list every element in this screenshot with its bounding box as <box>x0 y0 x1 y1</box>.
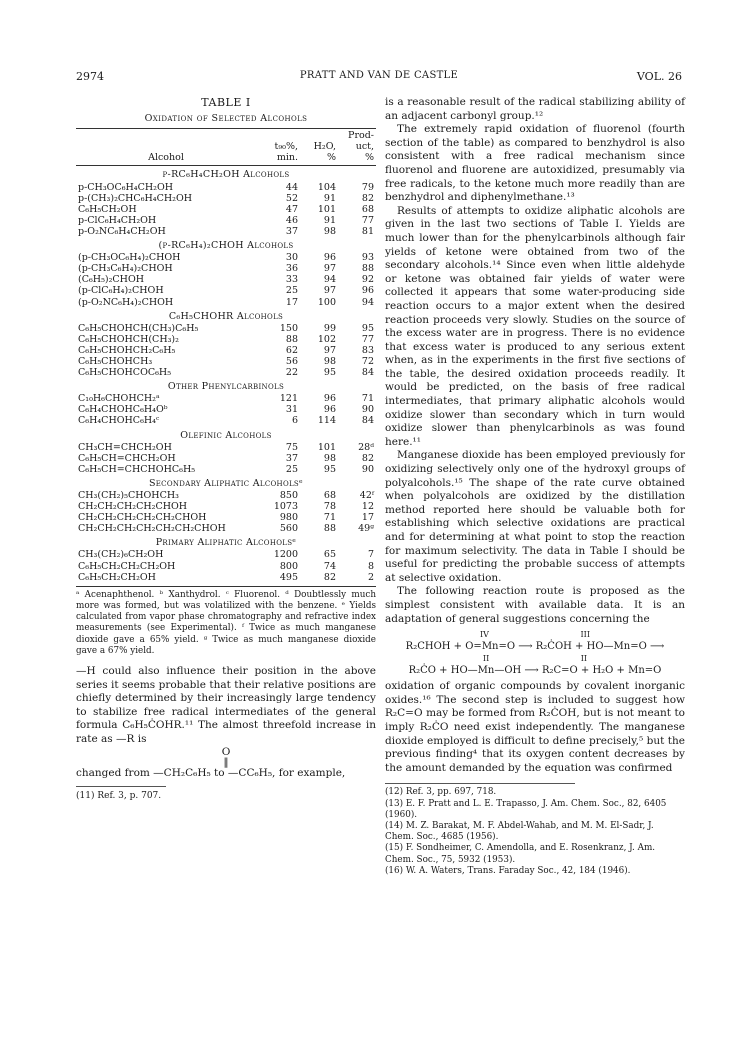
reference-14: (14) M. Z. Barakat, M. F. Abdel-Wahab, and M. M. El-Sadr, J. Chem. Soc., 4685 (1956). <box>385 820 654 843</box>
water-cell: 100 <box>317 296 336 308</box>
alcohol-cell: C₆H₅CHOHCH(CH₃)₂ <box>78 333 179 345</box>
alcohol-cell: CH₂CH₂CH₂CH₂CHOH <box>78 501 188 513</box>
section-title: Primary Aliphatic Alcoholsᵉ <box>155 537 297 549</box>
product-cell: 93 <box>361 252 374 264</box>
water-cell: 71 <box>323 512 336 524</box>
table-row <box>76 415 376 426</box>
water-cell: 94 <box>323 274 336 286</box>
product-cell: 77 <box>361 214 374 226</box>
table-section-header <box>76 237 376 252</box>
alcohol-cell: C₆H₅CHOHCOC₆H₅ <box>78 367 172 379</box>
table-section-header <box>76 378 376 393</box>
alcohol-cell: C₁₀H₆CHOHCH₂ᵃ <box>78 393 160 405</box>
time-cell: 37 <box>285 225 298 237</box>
table-row <box>76 297 376 308</box>
alcohol-cell: p-CH₃OC₆H₄CH₂OH <box>78 181 174 193</box>
equation-2: R₂ĊO + HO—Mn—OH ⟶ R₂C=O + H₂O + Mn=O <box>408 665 662 677</box>
table-row <box>76 182 376 193</box>
time-cell: 1073 <box>273 501 298 513</box>
product-cell: 68 <box>361 203 374 215</box>
alcohol-cell: CH₃(CH₂)₆CH₂OH <box>78 549 164 561</box>
table-row <box>76 561 376 572</box>
table-row <box>76 215 376 226</box>
right-paragraph-5: oxidation of organic compounds by covalent inorganic oxides.¹⁶ The second step is included to suggest how R₂C=O may be formed from R₂ĊOH, but is not meant to imply R₂ĊO need exist independently. The manganese dioxide employed is difficult to define precisely,⁵ but the previous finding⁴ that its oxygen content decreases by the amount demanded by the equation was confirmed <box>385 680 685 774</box>
time-cell: 62 <box>285 344 298 356</box>
alcohol-cell: C₆H₅CH₂OH <box>78 203 137 215</box>
product-cell: 12 <box>361 501 374 513</box>
table-row <box>76 274 376 285</box>
product-cell: 82 <box>361 192 374 204</box>
equation-1: R₂CHOH + O=Mn=O ⟶ R₂ĊOH + HO—Mn=O ⟶ <box>405 641 665 653</box>
water-cell: 101 <box>317 203 336 215</box>
time-cell: 1200 <box>273 549 298 561</box>
table-row <box>76 490 376 501</box>
col-prod-3: % <box>338 152 376 166</box>
alcohol-cell: C₆H₅CHOHCH(CH₃)C₆H₅ <box>78 322 199 334</box>
table-section-header <box>76 166 376 182</box>
product-cell: 94 <box>361 296 374 308</box>
table-row <box>76 501 376 512</box>
table-section-header <box>76 475 376 490</box>
alcohol-cell: (p-CH₃OC₆H₄)₂CHOH <box>78 252 181 264</box>
alcohol-cell: p-ClC₆H₄CH₂OH <box>78 214 157 226</box>
product-cell: 71 <box>361 393 374 405</box>
col-alcohol: Alcohol <box>76 152 256 166</box>
product-cell: 17 <box>361 512 374 524</box>
water-cell: 98 <box>323 452 336 464</box>
left-paragraph: —H could also influence their position in the above series it seems probable that their relative positions are chiefly determined by their increasingly large tendency to stabilize free radical intermediates of the general formula C₆H₅ĊOHR.¹¹ The almost threefold increase in rate as —R is <box>76 664 376 745</box>
col-time-bot: min. <box>256 152 300 166</box>
right-paragraph-1: The extremely rapid oxidation of fluorenol (fourth section of the table) as compared to benzhydrol is also consistent with a free radical mechanism since fluorenol and fluorene are autoxidized, presumably via free radicals, to the ketone much more readily than are benzhydrol and diphenylmethane.¹³ <box>385 123 685 204</box>
table-section-header <box>76 534 376 549</box>
water-cell: 95 <box>323 463 336 475</box>
alcohol-cell: CH₂CH₂CH₂CH₂CH₂CHOH <box>78 512 207 524</box>
alcohol-cell: C₆H₅CH=CHCHOHC₆H₅ <box>78 463 196 475</box>
water-cell: 88 <box>323 523 336 535</box>
time-cell: 6 <box>291 415 298 427</box>
time-cell: 121 <box>279 393 298 405</box>
water-cell: 98 <box>323 225 336 237</box>
water-cell: 65 <box>323 549 336 561</box>
time-cell: 47 <box>285 203 298 215</box>
water-cell: 78 <box>323 501 336 513</box>
time-cell: 850 <box>279 490 298 501</box>
alcohol-cell: p-(CH₃)₂CHC₆H₄CH₂OH <box>78 192 193 204</box>
table-row <box>76 193 376 204</box>
time-cell: 17 <box>285 296 298 308</box>
reference-16: (16) W. A. Waters, Trans. Faraday Soc., 42, 184 (1946). <box>385 865 631 876</box>
left-paragraph-end: changed from —CH₂C₆H₅ to —CC₆H₅, for example, <box>76 766 346 779</box>
product-cell: 49ᵍ <box>358 523 374 535</box>
time-cell: 22 <box>285 367 298 379</box>
volume-label: VOL. 26 <box>636 70 682 83</box>
carbonyl-bond: ‖ <box>223 755 229 768</box>
water-cell: 104 <box>317 181 336 193</box>
product-cell: 72 <box>361 355 374 367</box>
alcohol-cell: C₆H₄CHOHC₆H₄ᶜ <box>78 415 160 427</box>
table-row <box>76 204 376 215</box>
section-title: Other Phenylcarbinols <box>167 381 285 393</box>
alcohol-cell: p-O₂NC₆H₄CH₂OH <box>78 225 166 237</box>
product-cell: 82 <box>361 452 374 464</box>
table-row <box>76 367 376 378</box>
product-cell: 92 <box>361 274 374 286</box>
right-paragraph-4: The following reaction route is proposed as the simplest consistent with available data. It is an adaptation of general suggestions concerning the <box>385 585 685 625</box>
table-row <box>76 285 376 296</box>
alcohol-cell: C₆H₅CH₂CH₂OH <box>78 571 156 583</box>
carbonyl-oxygen: O <box>221 745 231 758</box>
alcohol-cell: C₆H₅CH=CHCH₂OH <box>78 452 176 464</box>
product-cell: 83 <box>361 344 374 356</box>
water-cell: 97 <box>323 285 336 297</box>
section-title: Secondary Aliphatic Alcoholsᵉ <box>148 477 304 489</box>
time-cell: 88 <box>285 333 298 345</box>
footnote-11: (11) Ref. 3, p. 707. <box>76 786 166 804</box>
product-cell: 90 <box>361 404 374 416</box>
product-cell: 79 <box>361 181 374 193</box>
product-cell: 77 <box>361 333 374 345</box>
alcohol-cell: (p-CH₃C₆H₄)₂CHOH <box>78 263 173 275</box>
alcohol-cell: C₆H₅CHOHCH₂C₆H₅ <box>78 344 176 356</box>
water-cell: 96 <box>323 404 336 416</box>
time-cell: 495 <box>279 571 298 583</box>
product-cell: 96 <box>361 285 374 297</box>
alcohol-cell: C₆H₄CHOHC₆H₄Oᵇ <box>78 404 168 416</box>
eq1-labels: IV III <box>480 630 590 640</box>
reference-13: (13) E. F. Pratt and L. E. Trapasso, J. Am. Chem. Soc., 82, 6405 (1960). <box>385 798 667 820</box>
alcohol-cell: C₆H₅CH₂CH₂CH₂OH <box>78 560 176 572</box>
time-cell: 25 <box>285 285 298 297</box>
product-cell: 90 <box>361 463 374 475</box>
water-cell: 91 <box>323 192 336 204</box>
table-row <box>76 252 376 263</box>
right-paragraph-2: Results of attempts to oxidize aliphatic alcohols are given in the last two sections of Table I. Yields are much lower than for the phenylcarbinols although fair yields of ketone were obtained from two of the secondary alcohols.¹⁴ Since even when little aldehyde or ketone was obtained fair yields of water were collected it appears that some water-producing side reaction occurs to a major extent when the desired reaction proceeds very slowly. Studies on the source of the excess water are in progress. There is no evidence that excess water is produced to any serious extent when, as in the experiments in the first five sections of the table, the desired oxidation proceeds readily. It would be predicted, on the basis of free radical intermediates, that primary aliphatic alcohols would oxidize slower than secondary which in turn would oxidize slower than phenylcarbinols as was found here.¹¹ <box>385 204 685 448</box>
table-footnote: ᵃ Acenaphthenol. ᵇ Xanthydrol. ᶜ Fluorenol. ᵈ Doubtlessly much more was formed, but was volatilized with the benzene. ᵉ Yields calculated from vapor phase chromatography and refractive index measurements (see Experimental). ᶠ Twice as much manganese dioxide gave a 65% yield. ᵍ Twice as much manganese dioxide gave a 67% yield. <box>76 586 376 657</box>
table-row <box>76 263 376 274</box>
time-cell: 37 <box>285 452 298 464</box>
time-cell: 150 <box>279 322 298 334</box>
time-cell: 800 <box>279 560 298 572</box>
eq2-labels: II II <box>482 654 588 664</box>
col-prod-2: uct, <box>355 141 374 153</box>
section-title: (p-RC₆H₄)₂CHOH Alcohols <box>158 240 294 252</box>
carbonyl-formula <box>76 747 376 767</box>
time-cell: 75 <box>285 441 298 453</box>
time-cell: 46 <box>285 214 298 226</box>
running-title: PRATT AND VAN DE CASTLE <box>299 70 459 81</box>
alcohol-cell: CH₃CH=CHCH₂OH <box>78 441 172 453</box>
water-cell: 99 <box>323 322 336 334</box>
table-row <box>76 572 376 583</box>
time-cell: 36 <box>285 263 298 275</box>
time-cell: 56 <box>285 355 298 367</box>
running-header <box>76 70 682 84</box>
table-row <box>76 453 376 464</box>
time-cell: 44 <box>285 181 298 193</box>
section-title: C₆H₅CHOHR Alcohols <box>168 310 284 322</box>
right-paragraph-0: is a reasonable result of the radical stabilizing ability of an adjacent carbonyl group.¹² <box>385 96 685 122</box>
time-cell: 560 <box>279 523 298 535</box>
time-cell: 33 <box>285 274 298 286</box>
table-row <box>76 345 376 356</box>
right-paragraph-3: Manganese dioxide has been employed previously for oxidizing selectively only one of the hydroxyl groups of polyalcohols.¹⁵ The shape of the rate curve obtained when polyalcohols are oxidized by the distillation method reported here should be valuable both for establishing which selective oxidations are practical and for determining at what point to stop the reaction for maximum selectivity. The data in Table I should be useful for predicting the probable success of attempts at selective oxidation. <box>385 449 685 584</box>
reaction-scheme <box>385 629 685 677</box>
table-row <box>76 323 376 334</box>
right-column <box>385 96 685 877</box>
alcohol-cell: (p-ClC₆H₄)₂CHOH <box>78 285 164 297</box>
alcohol-cell: CH₃(CH₂)₅CHOHCH₃ <box>78 490 179 501</box>
table-row <box>76 393 376 404</box>
table-row <box>76 523 376 534</box>
col-h2o-top: H₂O, <box>313 141 336 153</box>
water-cell: 96 <box>323 393 336 405</box>
product-cell: 88 <box>361 263 374 275</box>
col-time-top: t₉₀%, <box>274 141 298 153</box>
water-cell: 102 <box>317 333 336 345</box>
product-cell: 84 <box>361 367 374 379</box>
product-cell: 81 <box>361 225 374 237</box>
left-column <box>76 96 376 804</box>
product-cell: 28ᵈ <box>358 441 374 453</box>
product-cell: 8 <box>367 560 374 572</box>
time-cell: 30 <box>285 252 298 264</box>
oxidation-table <box>76 128 376 583</box>
water-cell: 114 <box>317 415 336 427</box>
table-section-header <box>76 308 376 323</box>
references <box>385 783 667 877</box>
time-cell: 52 <box>285 192 298 204</box>
product-cell: 2 <box>367 571 374 583</box>
water-cell: 97 <box>323 344 336 356</box>
water-cell: 98 <box>323 355 336 367</box>
water-cell: 95 <box>323 367 336 379</box>
table-row <box>76 334 376 345</box>
alcohol-cell: CH₂CH₂CH₂CH₂CH₂CH₂CHOH <box>78 523 226 535</box>
table-row <box>76 442 376 453</box>
reference-15: (15) F. Sondheimer, C. Amendolla, and E. Rosenkranz, J. Am. Chem. Soc., 75, 5932 (1953). <box>385 843 656 865</box>
alcohol-cell: (p-O₂NC₆H₄)₂CHOH <box>78 296 174 308</box>
time-cell: 25 <box>285 463 298 475</box>
product-cell: 42ᶠ <box>359 490 374 501</box>
page-number: 2974 <box>76 70 104 83</box>
water-cell: 97 <box>323 263 336 275</box>
col-h2o-bot: % <box>300 152 338 166</box>
alcohol-cell: (C₆H₅)₂CHOH <box>78 274 145 286</box>
water-cell: 74 <box>323 560 336 572</box>
water-cell: 68 <box>323 490 336 501</box>
table-title: TABLE I <box>201 96 251 109</box>
water-cell: 96 <box>323 252 336 264</box>
product-cell: 7 <box>367 549 374 561</box>
time-cell: 980 <box>279 512 298 524</box>
section-title: Olefinic Alcohols <box>180 429 272 441</box>
water-cell: 91 <box>323 214 336 226</box>
alcohol-cell: C₆H₅CHOHCH₃ <box>78 355 153 367</box>
table-row <box>76 512 376 523</box>
table-row <box>76 549 376 560</box>
reference-12: (12) Ref. 3, pp. 697, 718. <box>385 787 497 798</box>
water-cell: 101 <box>317 441 336 453</box>
water-cell: 82 <box>323 571 336 583</box>
time-cell: 31 <box>285 404 298 416</box>
table-section-header <box>76 427 376 442</box>
left-body-text <box>76 665 376 780</box>
table-row <box>76 464 376 475</box>
col-prod-1: Prod- <box>348 130 374 142</box>
product-cell: 95 <box>361 322 374 334</box>
table-row <box>76 404 376 415</box>
table-row <box>76 356 376 367</box>
table-subtitle: Oxidation of Selected Alcohols <box>144 112 308 124</box>
section-title: p-RC₆H₄CH₂OH Alcohols <box>162 169 290 181</box>
product-cell: 84 <box>361 415 374 427</box>
table-row <box>76 226 376 237</box>
